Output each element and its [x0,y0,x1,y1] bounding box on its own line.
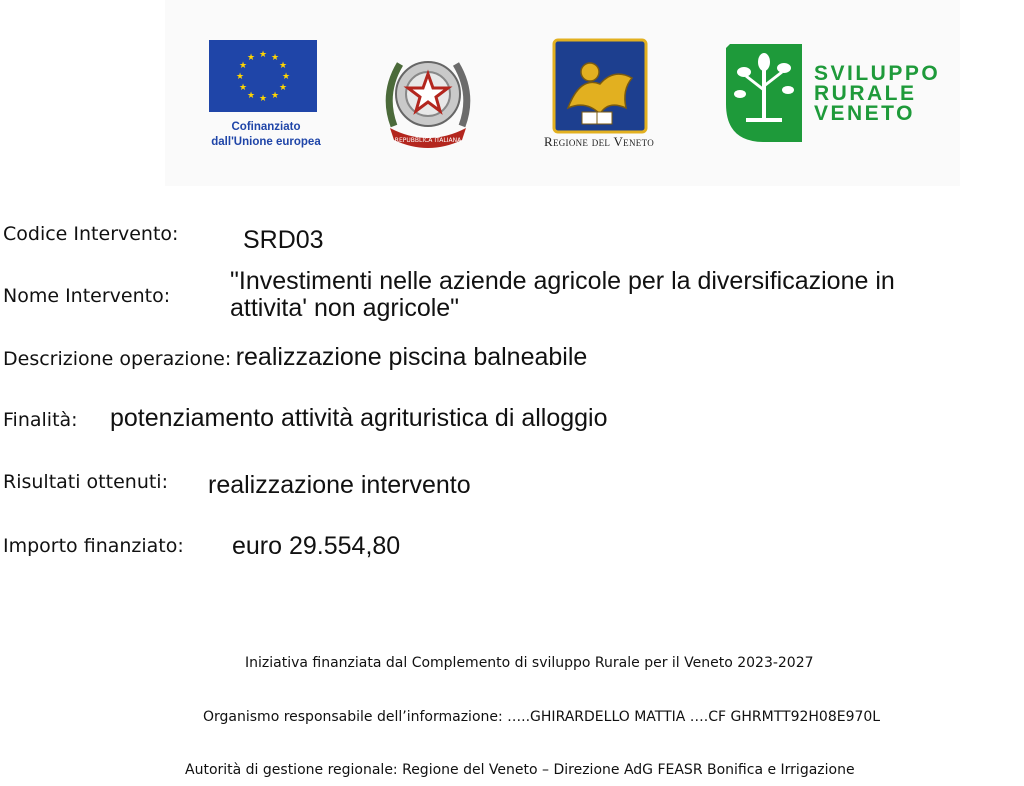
footer-initiative: Iniziativa finanziata dal Complemento di sviluppo Rurale per il Veneto 2023-2027 [245,655,814,671]
svg-text:★: ★ [238,61,248,71]
codice-label: Codice Intervento: [3,223,179,245]
svr-line1: SVILUPPO [814,62,941,85]
risultati-label: Risultati ottenuti: [3,471,168,493]
eu-flag-icon [209,40,317,112]
svg-text:★: ★ [278,83,288,93]
footer-responsible: Organismo responsabile dell’informazione: …..GHIRARDELLO MATTIA ….CF GHRMTT92H08E970L [203,709,881,725]
svg-text:★: ★ [258,50,268,60]
svg-text:★: ★ [238,83,248,93]
eu-caption [195,120,337,150]
nome-label: Nome Intervento: [3,285,171,307]
importo-label: Importo finanziato: [3,535,184,557]
nome-value-line2: attivita' non agricole" [230,294,460,322]
emblem-ribbon-text: REPUBBLICA ITALIANA [394,137,462,144]
sviluppo-rurale-wordmark [814,64,940,124]
eu-logo [195,38,340,158]
regione-veneto-logo [528,38,670,154]
codice-value: SRD03 [243,226,324,254]
nome-value-line1: "Investimenti nelle aziende agricole per la diversificazione in [230,267,895,295]
descrizione-value: realizzazione piscina balneabile [235,343,588,371]
svg-text:★: ★ [270,53,280,63]
svg-text:★: ★ [235,72,245,82]
descrizione-label: Descrizione operazione: [3,348,232,370]
svg-text:★: ★ [246,53,256,63]
risultati-value: realizzazione intervento [208,471,471,499]
svg-text:★: ★ [281,72,291,82]
svr-line2: RURALE [814,82,917,105]
finalita-label: Finalità: [3,409,78,431]
eu-caption-line1: Cofinanziato [231,121,301,133]
importo-value: euro 29.554,80 [232,532,401,560]
sviluppo-rurale-logo [722,38,941,150]
svg-text:★: ★ [258,94,268,104]
descrizione-row [3,343,587,372]
finalita-value: potenziamento attività agrituristica di alloggio [110,404,608,432]
nome-value [230,268,895,322]
svg-text:★: ★ [278,61,288,71]
italian-emblem-logo [380,44,476,150]
eu-caption-line2: dall'Unione europea [211,136,321,148]
svr-line3: VENETO [814,102,915,125]
svg-text:★: ★ [246,91,256,101]
regione-veneto-name: Regione del Veneto [543,134,655,149]
footer-authority: Autorità di gestione regionale: Regione del Veneto – Direzione AdG FEASR Bonifica e Irrigazione [185,762,855,778]
svg-text:★: ★ [270,91,280,101]
